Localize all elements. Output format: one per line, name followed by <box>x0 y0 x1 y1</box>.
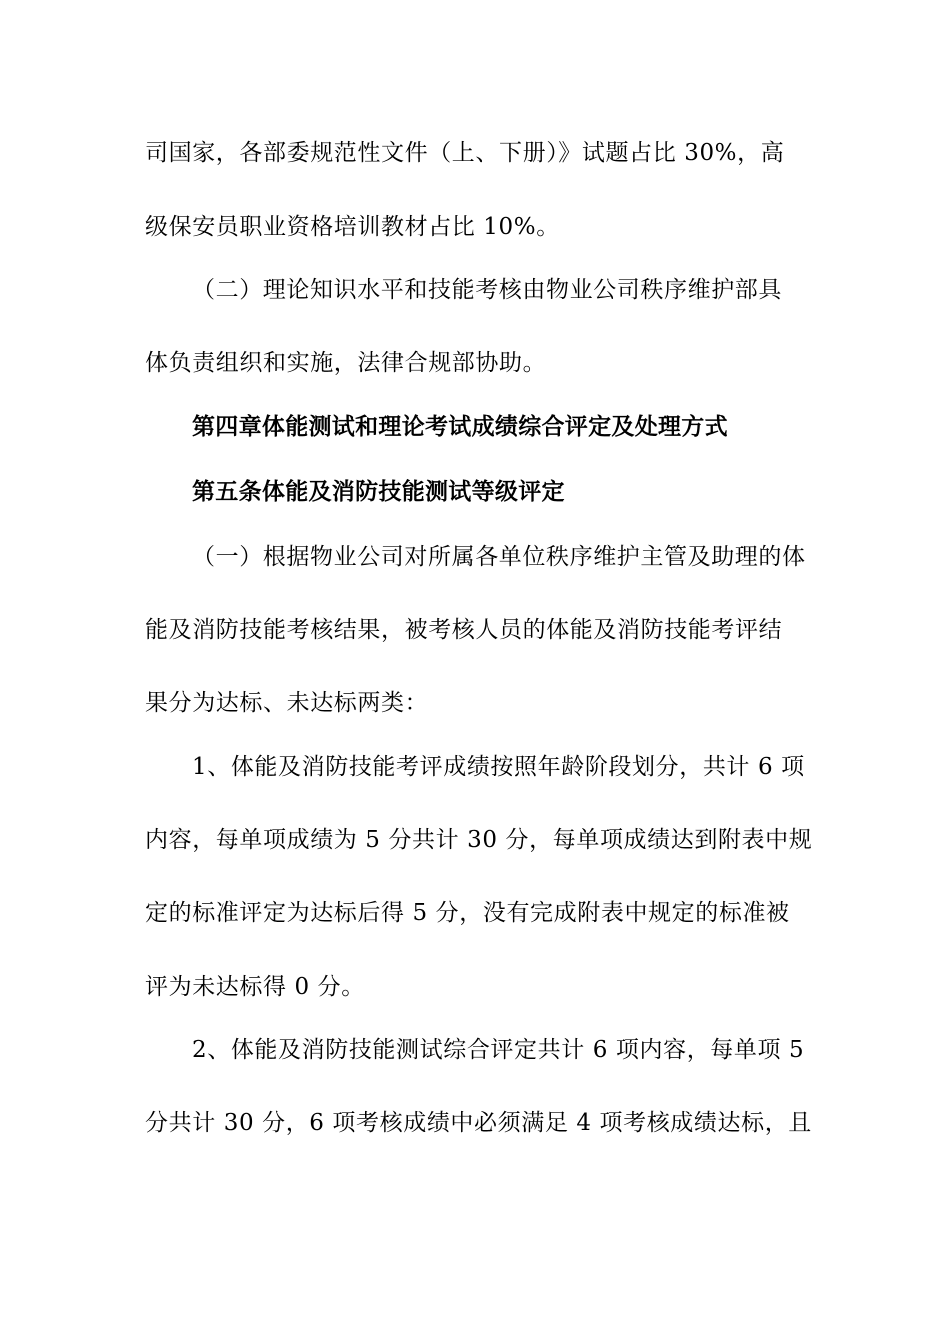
paragraph-line-2: 级保安员职业资格培训教材占比 10%。 <box>145 214 560 240</box>
paragraph-line-14: 2、体能及消防技能测试综合评定共计 6 项内容，每单项 5 <box>192 1037 805 1063</box>
paragraph-line-1: 司国家，各部委规范性文件（上、下册）》试题占比 30%，高 <box>145 140 785 166</box>
paragraph-line-8: 能及消防技能考核结果，被考核人员的体能及消防技能考评结 <box>145 617 783 643</box>
paragraph-line-4: 体负责组织和实施，法律合规部协助。 <box>145 350 547 376</box>
paragraph-line-15: 分共计 30 分，6 项考核成绩中必须满足 4 项考核成绩达标，且 <box>145 1110 812 1136</box>
paragraph-line-13: 评为未达标得 0 分。 <box>145 974 365 1000</box>
paragraph-line-11: 内容，每单项成绩为 5 分共计 30 分，每单项成绩达到附表中规 <box>145 827 813 853</box>
paragraph-line-3: （二）理论知识水平和技能考核由物业公司秩序维护部具 <box>192 277 782 303</box>
paragraph-line-10: 1、体能及消防技能考评成绩按照年龄阶段划分，共计 6 项 <box>192 754 805 780</box>
paragraph-line-7: （一）根据物业公司对所属各单位秩序维护主管及助理的体 <box>192 544 806 570</box>
paragraph-line-12: 定的标准评定为达标后得 5 分，没有完成附表中规定的标准被 <box>145 900 790 926</box>
chapter-heading: 第四章体能测试和理论考试成绩综合评定及处理方式 <box>192 414 728 440</box>
article-heading: 第五条体能及消防技能测试等级评定 <box>192 479 565 505</box>
paragraph-line-9: 果分为达标、未达标两类： <box>145 690 429 716</box>
